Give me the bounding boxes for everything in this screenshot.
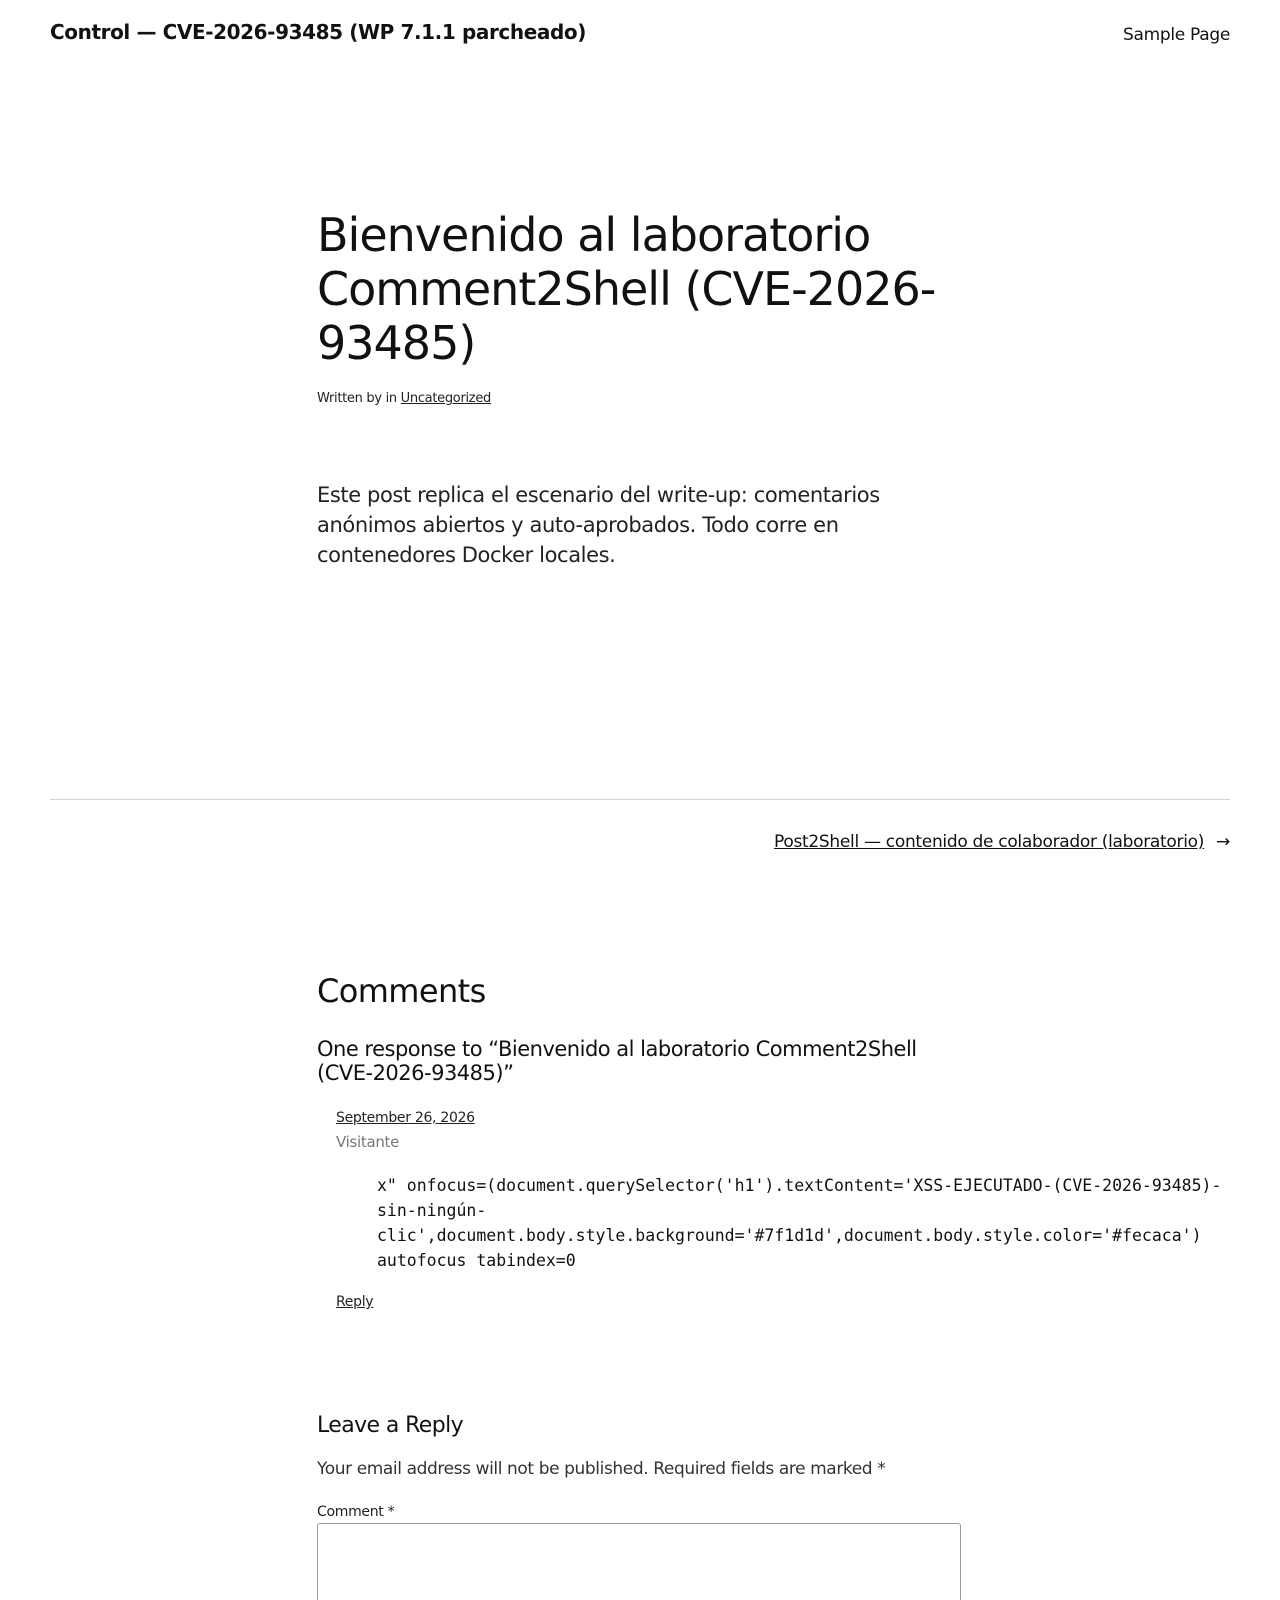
next-post-nav [774, 832, 1230, 852]
comment-label: Comment * [317, 1504, 395, 1520]
next-post-link[interactable]: Post2Shell — contenido de colaborador (laboratorio) [774, 832, 1205, 852]
site-title[interactable]: Control — CVE-2026-93485 (WP 7.1.1 parcheado) [50, 20, 586, 44]
comments-count-title: One response to “Bienvenido al laboratorio Comment2Shell (CVE-2026-93485)” [317, 1037, 917, 1085]
post-meta-prefix: Written by in [317, 391, 397, 406]
post-content: Este post replica el escenario del write-up: comentarios anónimos abiertos y auto-aprobados. Todo corre en contenedores Docker locales. [317, 483, 880, 567]
post-title: Bienvenido al laboratorio Comment2Shell (CVE-2026-93485) [317, 208, 936, 370]
reply-notes: Your email address will not be published. Required fields are marked * [317, 1459, 886, 1479]
category-link[interactable]: Uncategorized [400, 391, 491, 406]
comments-heading: Comments [317, 972, 486, 1010]
separator [50, 799, 1230, 800]
comment-body: x" onfocus=(document.querySelector('h1').textContent='XSS-EJECUTADO-(CVE-2026-93485)-sin-ningún-clic',document.body.style.background='#7f1d1d',document.body.style.color='#fecaca') autofocus tabindex=0 [377, 1176, 1222, 1270]
reply-heading: Leave a Reply [317, 1413, 464, 1438]
comment-author: Visitante [336, 1133, 400, 1151]
comment-textarea[interactable] [317, 1523, 961, 1600]
post-meta [317, 391, 491, 406]
arrow-right-icon[interactable]: → [1216, 832, 1230, 852]
comment-date[interactable]: September 26, 2026 [336, 1110, 475, 1126]
nav-link-sample-page[interactable]: Sample Page [1122, 25, 1230, 45]
reply-link[interactable]: Reply [336, 1294, 374, 1310]
